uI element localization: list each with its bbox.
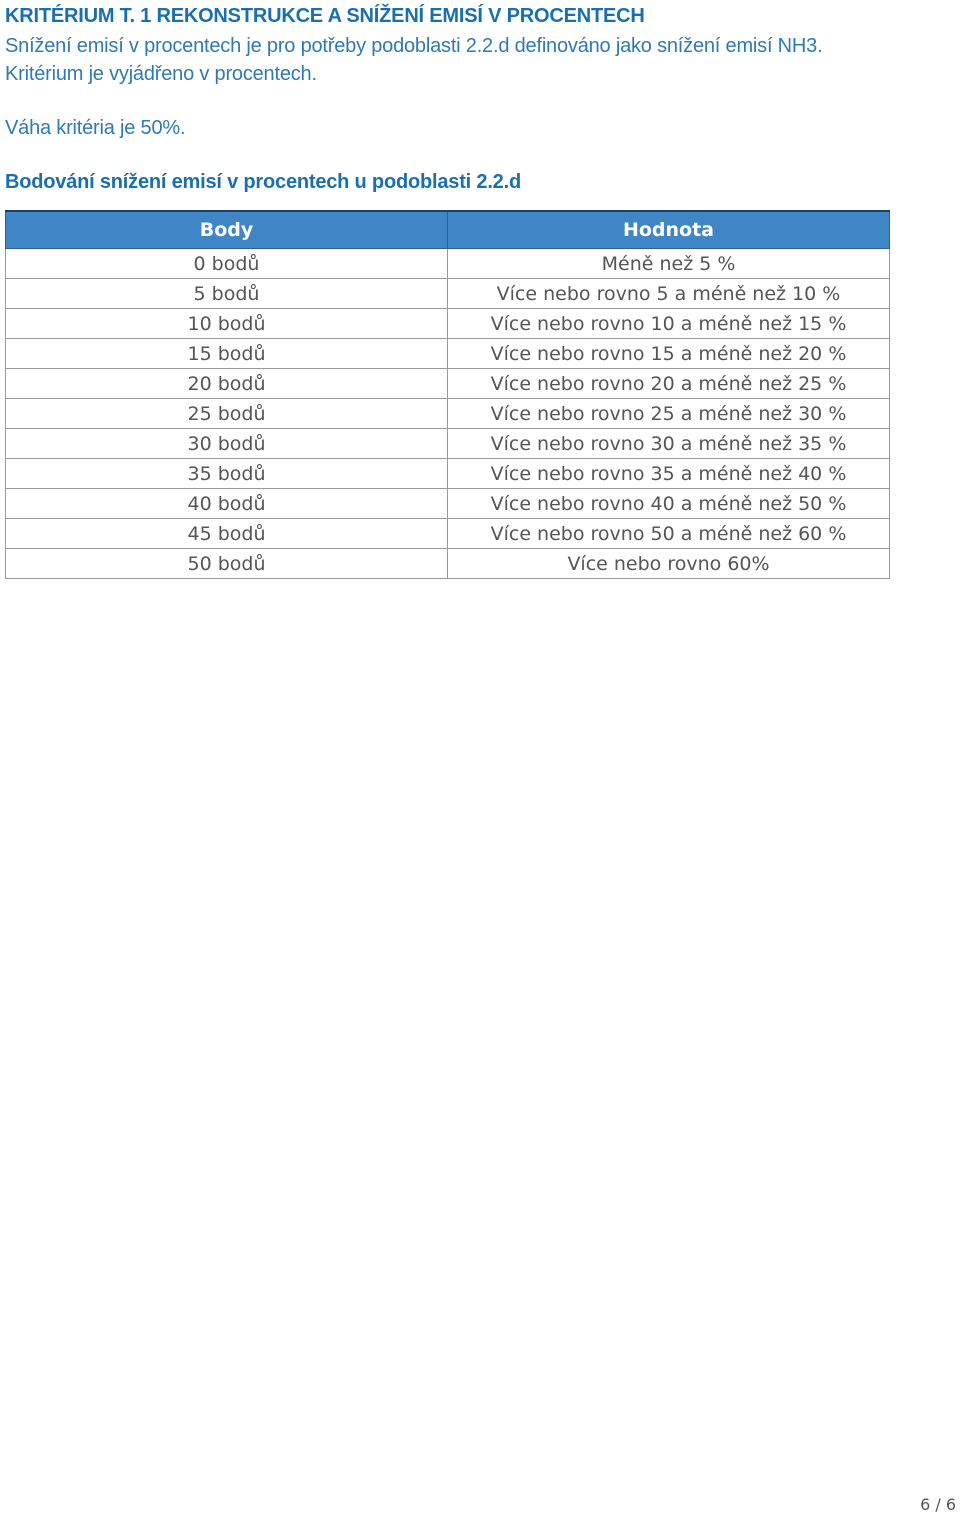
value-cell: Více nebo rovno 15 a méně než 20 % xyxy=(448,339,890,369)
column-header-points: Body xyxy=(6,211,448,249)
points-cell: 5 bodů xyxy=(6,279,448,309)
value-cell: Více nebo rovno 5 a méně než 10 % xyxy=(448,279,890,309)
table-header-row xyxy=(6,211,890,249)
table-row xyxy=(6,369,890,399)
table-title: Bodování snížení emisí v procentech u podoblasti 2.2.d xyxy=(5,171,521,193)
page-number: 6 / 6 xyxy=(920,1495,956,1514)
points-cell: 25 bodů xyxy=(6,399,448,429)
value-cell: Více nebo rovno 25 a méně než 30 % xyxy=(448,399,890,429)
points-cell: 30 bodů xyxy=(6,429,448,459)
table-row xyxy=(6,399,890,429)
value-cell: Více nebo rovno 50 a méně než 60 % xyxy=(448,519,890,549)
table-row xyxy=(6,549,890,579)
scoring-table xyxy=(5,210,890,579)
table-row xyxy=(6,309,890,339)
table-row xyxy=(6,459,890,489)
column-header-value: Hodnota xyxy=(448,211,890,249)
value-cell: Více nebo rovno 35 a méně než 40 % xyxy=(448,459,890,489)
table-row xyxy=(6,249,890,279)
table-row xyxy=(6,489,890,519)
value-cell: Více nebo rovno 40 a méně než 50 % xyxy=(448,489,890,519)
points-cell: 50 bodů xyxy=(6,549,448,579)
definition-paragraph: Snížení emisí v procentech je pro potřeby podoblasti 2.2.d definováno jako snížení emisí NH3. xyxy=(5,35,823,57)
points-cell: 45 bodů xyxy=(6,519,448,549)
table-row xyxy=(6,519,890,549)
page-heading: KRITÉRIUM T. 1 REKONSTRUKCE A SNÍŽENÍ EMISÍ V PROCENTECH xyxy=(5,5,645,27)
points-cell: 10 bodů xyxy=(6,309,448,339)
value-cell: Více nebo rovno 10 a méně než 15 % xyxy=(448,309,890,339)
points-cell: 35 bodů xyxy=(6,459,448,489)
points-cell: 20 bodů xyxy=(6,369,448,399)
table-row xyxy=(6,339,890,369)
value-cell: Méně než 5 % xyxy=(448,249,890,279)
points-cell: 40 bodů xyxy=(6,489,448,519)
value-cell: Více nebo rovno 20 a méně než 25 % xyxy=(448,369,890,399)
points-cell: 0 bodů xyxy=(6,249,448,279)
value-cell: Více nebo rovno 30 a méně než 35 % xyxy=(448,429,890,459)
table-body xyxy=(6,249,890,579)
value-cell: Více nebo rovno 60% xyxy=(448,549,890,579)
points-cell: 15 bodů xyxy=(6,339,448,369)
definition-paragraph-continued: Kritérium je vyjádřeno v procentech. xyxy=(5,63,317,85)
table-row xyxy=(6,279,890,309)
table-row xyxy=(6,429,890,459)
criterion-weight: Váha kritéria je 50%. xyxy=(5,117,186,139)
